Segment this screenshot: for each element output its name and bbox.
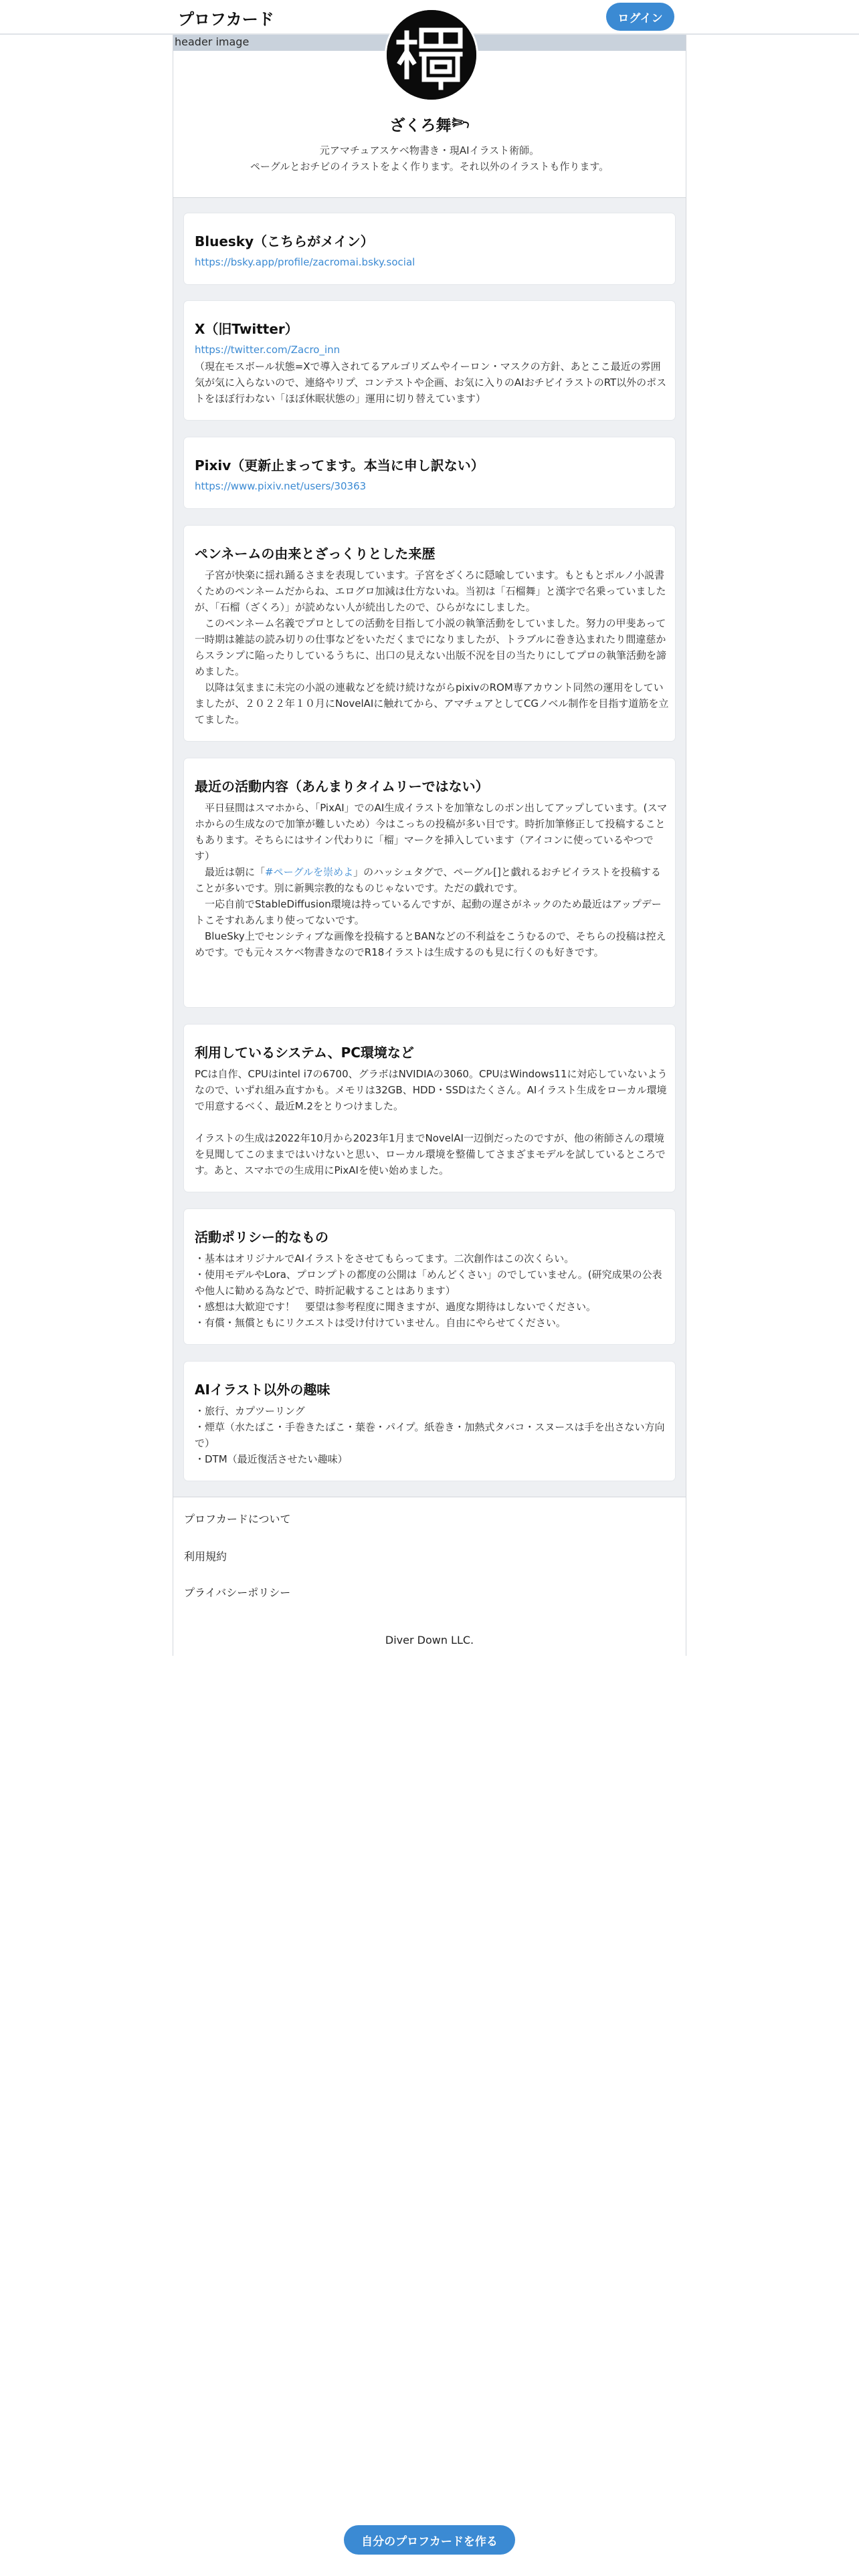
card-body: ・基本はオリジナルでAIイラストをさせてもらってます。二次創作はこの次くらい。 ・使用モデルやLora、プロンプトの都度の公開は「めんどくさい」のでしていません。(研究成果の公表や他人に勧める為などで、時折記載することはあります） ・感想は大歓迎です！ 要望は参考程度に聞きますが、過度な期待はしないでください。 ・有償・無償ともにリクエストは受け付けていません。自由にやらせてください。	[195, 1253, 662, 1329]
profile-name: ざくろ舞𓆸	[389, 117, 470, 134]
link-card-x	[184, 301, 675, 420]
login-button[interactable]: ログイン	[606, 3, 674, 31]
card-body	[195, 800, 670, 960]
text-card-system	[184, 1025, 675, 1192]
card-title: 最近の活動内容（あんまりタイムリーではない）	[195, 778, 489, 794]
card-body: （現在モスボール状態=Xで導入されてるアルゴリズムやイーロン・マスクの方針、あとここ最近の雰囲気が気に入らないので、連絡やリプ、コンテストや企画、お気に入りのAIおチビイラストのRT以外のポストをほぼ行わない「ほぼ休眠状態の」運用に切り替えています）	[195, 360, 667, 405]
text-card-policy	[184, 1209, 675, 1344]
profile-column	[173, 33, 686, 1656]
avatar	[385, 8, 478, 102]
text-card-pen-name	[184, 526, 675, 741]
card-title: Pixiv（更新止まってます。本当に申し訳ない）	[195, 457, 484, 473]
card-title: AIイラスト以外の趣味	[195, 1382, 330, 1398]
create-profile-card-button[interactable]: 自分のプロフカードを作る	[344, 2525, 515, 2555]
pixiv-link[interactable]: https://www.pixiv.net/users/30363	[195, 480, 367, 492]
hashtag-link[interactable]: #ペーグルを崇めよ	[265, 866, 354, 878]
twitter-link[interactable]: https://twitter.com/Zacro_inn	[195, 344, 341, 356]
footer	[173, 1497, 686, 1656]
link-card-pixiv	[184, 437, 675, 508]
card-body: PCは自作、CPUはintel i7の6700、グラボはNVIDIAの3060。CPUはWindows11に対応していないようなので、いずれ組み直すかも。メモリは32GB、HDD・SSDはたくさん。AIイラスト生成をローカル環境で用意するべく、最近M.2をとりつけました。 イラストの生成は2022年10月から2023年1月までNovelAI一辺倒だったのですが、他の術師さんの環境を見聞してこのままではいけないと思い、ローカル環境を整備してさまざまモデルを試しているところです。あと、スマホでの生成用にPixAIを使い始めました。	[195, 1068, 668, 1176]
footer-link-about[interactable]: プロフカードについて	[184, 1513, 291, 1525]
card-body: ・旅行、カプツーリング ・煙草（水たばこ・手巻きたばこ・葉巻・パイプ。紙巻き・加熱式タバコ・スヌースは手を出さない方向で） ・DTM（最近復活させたい趣味）	[195, 1405, 665, 1465]
card-body-text: 」のハッシュタグで、ペーグル[]と戯れるおチビイラストを投稿することが多いです。別に新興宗教的なものじゃないです。ただの戯れです。 一応自前でStableDiffusion環境は持っているんですが、起動の遅さがネックのため最近はアップデートこそすれあんまり使ってないです。 BlueSky上でセンシティブな画像を投稿するとBANなどの不利益をこうむるので、そちらの投稿は控えめです。でも元々スケベ物書きなのでR18イラストは生成するのも見に行くのも好きです。	[195, 866, 666, 958]
text-card-recent-activity	[184, 758, 675, 1007]
text-card-hobbies	[184, 1362, 675, 1481]
card-title: 利用しているシステム、PC環境など	[195, 1045, 414, 1061]
bluesky-link[interactable]: https://bsky.app/profile/zacromai.bsky.social	[195, 256, 415, 268]
card-title: Bluesky（こちらがメイン）	[195, 233, 374, 249]
link-card-bluesky	[184, 213, 675, 284]
card-body: 子宮が快楽に揺れ踊るさまを表現しています。子宮をざくろに隠喩しています。もともとポルノ小説書くためのペンネームだからね、エログロ加減は仕方ないね。当初は「石榴舞」と漢字で名乗っていましたが、「石榴（ざくろ）」が読めない人が続出したので、ひらがなにしました。 このペンネーム名義でプロとしての活動を目指して小説の執筆活動をしていました。努力の甲斐あって一時期は雑誌の読み切りの仕事などをいただくまでになりましたが、トラブルに巻き込まれたり間違慈からスランプに陥ったりしているうちに、出口の見えない出版不況を目の当たりにしてプロの執筆活動を諦めました。 以降は気ままに未完の小説の連載などを続け続けながらpixivのROM専アカウント同然の運用をしていましたが、２０２２年１０月にNovelAIに触れてから、アマチュアとしてCGノベル制作を目指す道筋を立てました。	[195, 569, 669, 726]
bio-line: ペーグルとおチビのイラストをよく作ります。それ以外のイラストも作ります。	[250, 160, 609, 173]
card-title: 活動ポリシー的なもの	[195, 1229, 328, 1245]
card-title: ペンネームの由来とざっくりとした来歴	[195, 546, 436, 562]
profile-bio	[173, 142, 686, 175]
avatar-glyph-icon	[387, 10, 476, 100]
profile-header	[173, 33, 686, 198]
header-image-alt: header image	[175, 35, 250, 48]
brand-logo[interactable]: プロフカード	[178, 10, 274, 29]
card-title: X（旧Twitter）	[195, 321, 298, 337]
copyright: Diver Down LLC.	[385, 1634, 474, 1646]
footer-link-terms[interactable]: 利用規約	[184, 1550, 227, 1563]
footer-link-privacy[interactable]: プライバシーポリシー	[184, 1586, 291, 1599]
bio-line: 元アマチュアスケベ物書き・現AIイラスト術師。	[319, 144, 540, 156]
card-body-text: 平日昼間はスマホから、「PixAI」でのAI生成イラストを加筆なしのポン出してアップしています。(スマホからの生成なので加筆が難しいため）今はこっちの投稿が多い目です。時折加筆修正して投稿することもあります。そちらにはサイン代わりに「榴」マークを挿入しています（アイコンに使っているやつです） 最近は朝に「	[195, 802, 668, 878]
